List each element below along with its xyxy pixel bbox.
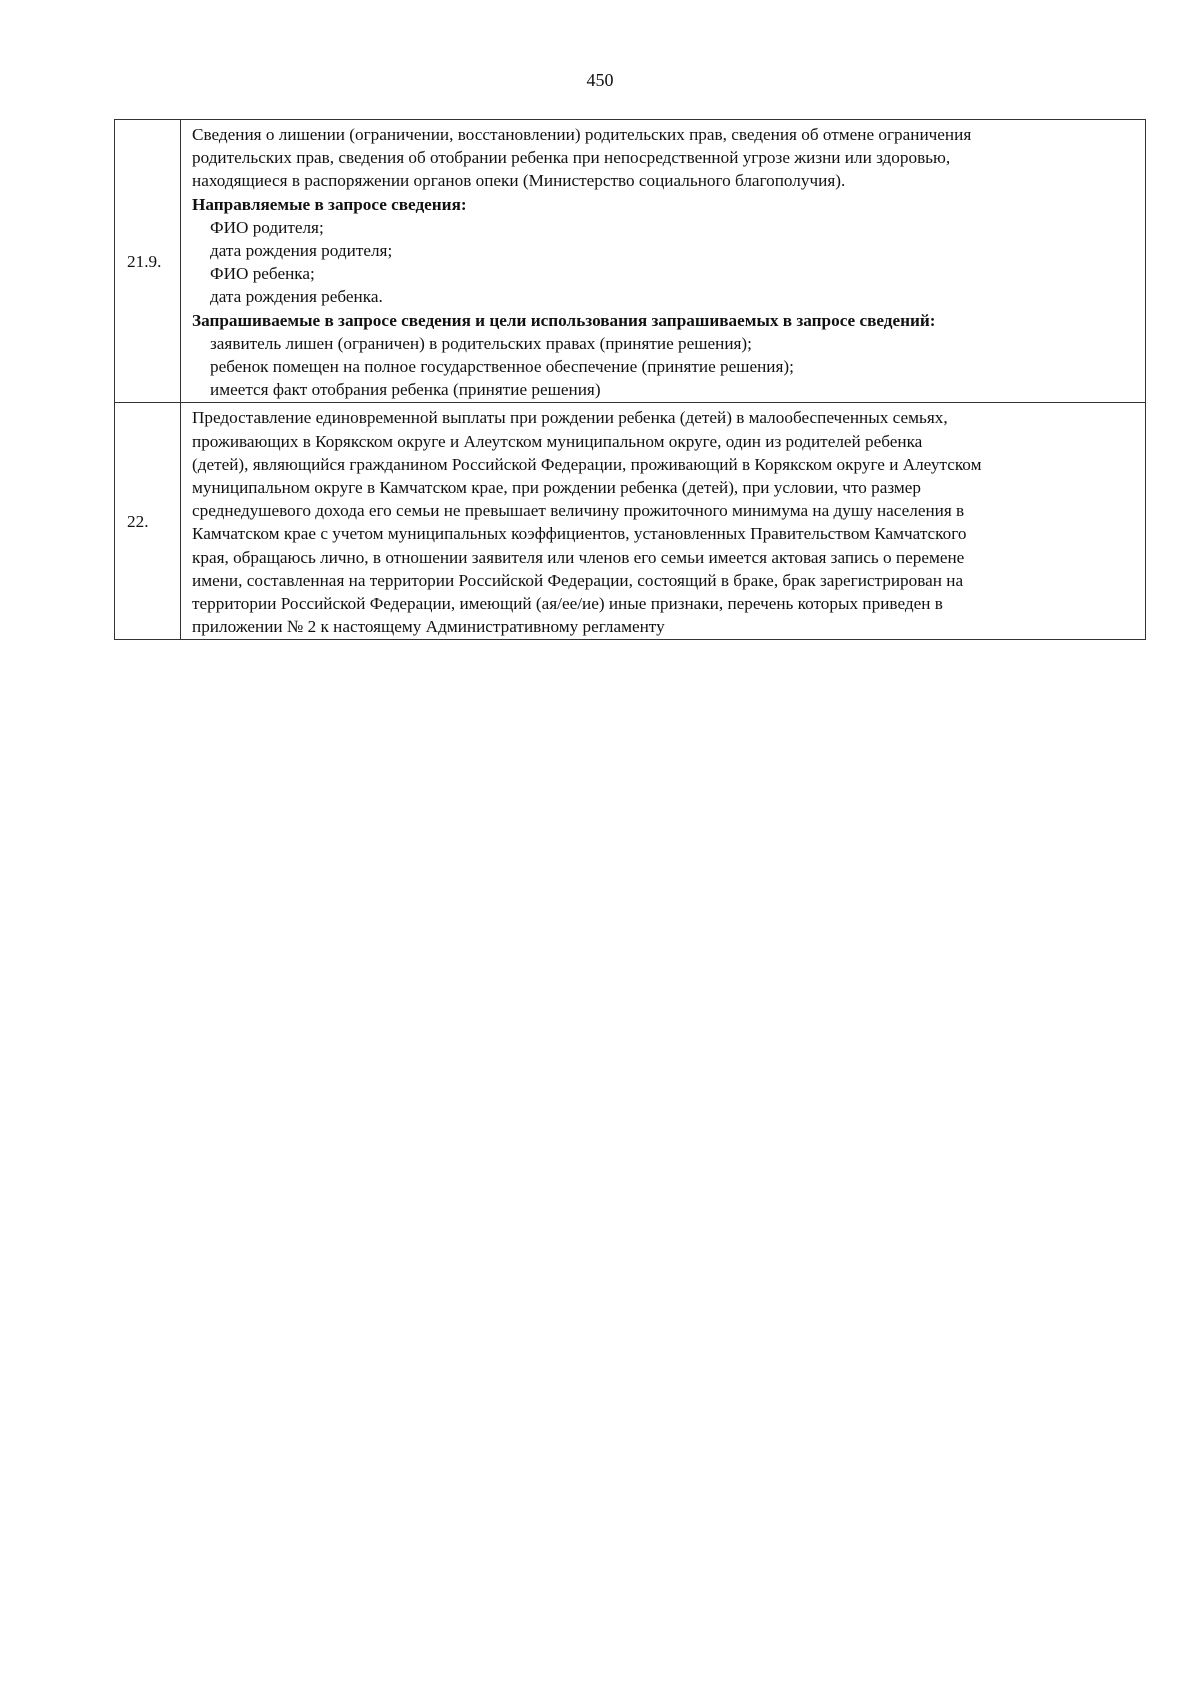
description-line: Предоставление единовременной выплаты при рождении ребенка (детей) в малообеспеченных семьях, [192, 408, 948, 428]
row-content [181, 403, 1146, 640]
row-content [181, 120, 1146, 403]
list-item: ребенок помещен на полное государственное обеспечение (принятие решения); [210, 357, 794, 377]
description-line: находящиеся в распоряжении органов опеки (Министерство социального благополучия). [192, 171, 846, 191]
description-line: проживающих в Корякском округе и Алеутском муниципальном округе, один из родителей ребенка [192, 431, 923, 451]
page-number: 450 [586, 70, 614, 90]
description-line: Камчатском крае с учетом муниципальных коэффициентов, установленных Правительством Камчатского [192, 524, 967, 544]
services-table [114, 119, 1146, 640]
list-item: ФИО ребенка; [210, 264, 315, 284]
list-item: ФИО родителя; [210, 217, 324, 237]
row-number: 21.9. [115, 120, 181, 403]
description-line: имени, составленная на территории Российской Федерации, состоящий в браке, брак зарегистрирован на [192, 570, 964, 590]
list-item: заявитель лишен (ограничен) в родительских правах (принятие решения); [210, 333, 752, 353]
list-item: имеется факт отобрания ребенка (принятие решения) [210, 380, 601, 400]
description-line: Сведения о лишении (ограничении, восстановлении) родительских прав, сведения об отмене ограничения [192, 125, 972, 144]
row-number: 22. [115, 403, 181, 640]
description-line: приложении № 2 к настоящему Административному регламенту [192, 617, 665, 637]
description-line: родительских прав, сведения об отобрании ребенка при непосредственной угрозе жизни или здоровью, [192, 148, 951, 168]
table-row [115, 403, 1146, 640]
list-item: дата рождения родителя; [210, 241, 393, 261]
requested-data-heading: Запрашиваемые в запросе сведения и цели использования запрашиваемых в запросе сведений: [192, 310, 936, 330]
description-line: среднедушевого дохода его семьи не превышает величину прожиточного минимума на душу населения в [192, 501, 965, 521]
list-item: дата рождения ребенка. [210, 287, 383, 307]
description-line: территории Российской Федерации, имеющий (ая/ее/ие) иные признаки, перечень которых приведен в [192, 594, 943, 614]
description-line: края, обращаюсь лично, в отношении заявителя или членов его семьи имеется актовая запись о перемене [192, 547, 965, 567]
description-line: муниципальном округе в Камчатском крае, при рождении ребенка (детей), при условии, что размер [192, 478, 921, 498]
sent-data-heading: Направляемые в запросе сведения: [192, 194, 467, 214]
table-row [115, 120, 1146, 403]
description-line: (детей), являющийся гражданином Российской Федерации, проживающий в Корякском округе и Алеутском [192, 454, 982, 474]
